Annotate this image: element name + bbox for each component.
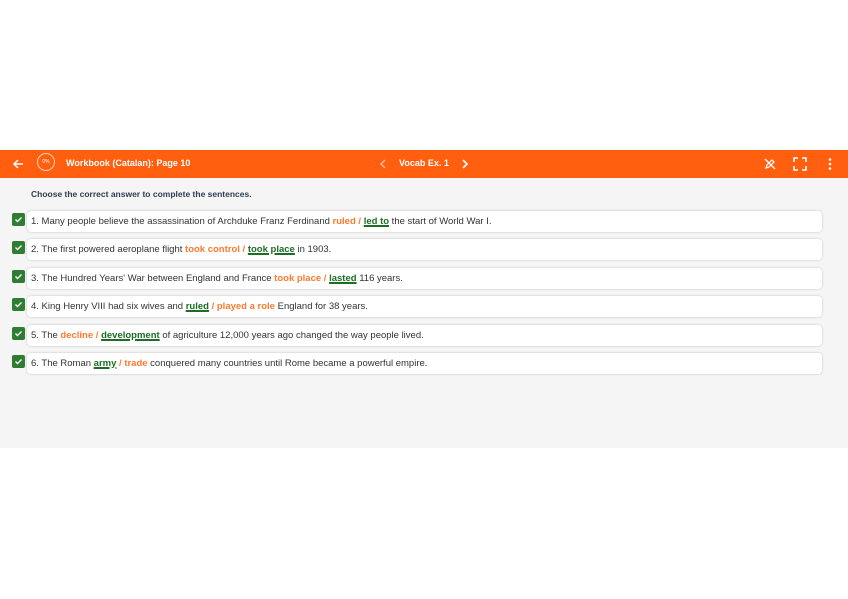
list-item [12,325,822,347]
option-2[interactable]: played a role [216,301,275,312]
checkbox[interactable] [12,241,25,254]
check-icon [14,300,23,309]
pencil-off-icon [763,157,777,171]
arrow-left-icon [12,158,24,170]
sentence-card [27,296,822,317]
check-icon [14,329,23,338]
back-button[interactable] [9,155,27,173]
sentence-card [27,211,822,232]
option-separator: / [239,244,248,255]
check-icon [14,243,23,252]
sentence-card [27,353,822,374]
exercise-title[interactable]: Vocab Ex. 1 [399,158,449,168]
option-2-correct[interactable]: lasted [329,273,357,284]
more-vert-icon [827,157,833,171]
checkbox[interactable] [12,298,25,311]
list-item [12,353,822,375]
sentence-card [27,239,822,260]
list-item [12,239,822,261]
sentence-card [27,325,822,346]
sentence-text: conquered many countries until Rome became a powerful empire. [147,358,428,369]
option-separator: / [355,216,364,227]
app-window [0,150,848,448]
sentence-text: 2. The first powered aeroplane flight [31,244,186,255]
more-button[interactable] [821,155,839,173]
sentence-text: of agriculture 12,000 years ago changed the way people lived. [159,330,424,341]
list-item [12,211,822,233]
sentence-text: 3. The Hundred Years' War between England and France [31,273,275,284]
sentence-text: 6. The Roman [31,358,94,369]
checkbox[interactable] [12,213,25,226]
chevron-left-icon[interactable] [377,156,389,172]
option-2-correct[interactable]: led to [363,216,390,227]
option-2[interactable]: trade [124,358,148,369]
list-item [12,268,822,290]
sentence-text: 116 years. [356,273,403,284]
instructions: Choose the correct answer to complete the sentences. [31,189,252,199]
option-1[interactable]: took control [185,244,240,255]
option-separator: / [208,301,217,312]
fullscreen-icon [793,157,807,171]
sentence-text: 1. Many people believe the assassination of Archduke Franz Ferdinand [31,216,333,227]
option-separator: / [116,358,125,369]
option-separator: / [93,330,102,341]
sentence-text: England for 38 years. [274,301,368,312]
check-icon [14,215,23,224]
option-1-correct[interactable]: ruled [185,301,209,312]
sentence-text: in 1903. [294,244,332,255]
progress-indicator: 0% [37,153,55,171]
fullscreen-button[interactable] [791,155,809,173]
check-icon [14,357,23,366]
option-2-correct[interactable]: development [101,330,160,341]
checkbox[interactable] [12,270,25,283]
sentence-card [27,268,822,289]
option-separator: / [321,273,330,284]
sentence-text: the start of World War I. [389,216,492,227]
option-1[interactable]: decline [60,330,94,341]
sentence-text: 4. King Henry VIII had six wives and [31,301,186,312]
chevron-right-icon[interactable] [459,156,471,172]
top-bar [0,150,848,178]
check-icon [14,272,23,281]
option-1-correct[interactable]: army [93,358,117,369]
checkbox[interactable] [12,355,25,368]
pencil-off-button[interactable] [761,155,779,173]
option-1[interactable]: took place [274,273,322,284]
sentence-text: 5. The [31,330,61,341]
list-item [12,296,822,318]
book-title: Workbook (Catalan): Page 10 [66,158,191,168]
checkbox[interactable] [12,327,25,340]
option-2-correct[interactable]: took place [247,244,295,255]
option-1[interactable]: ruled [332,216,356,227]
